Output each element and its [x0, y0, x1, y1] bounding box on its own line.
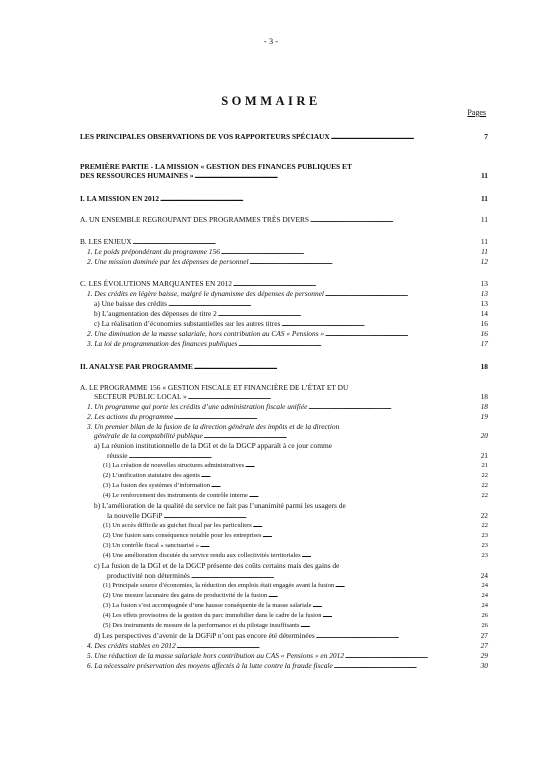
- toc-entry-text-line1: a) La réunion institutionnelle de la DGI et de la DGCP apparaît à ce jour comme: [94, 441, 332, 450]
- toc-entry-text: réussie: [107, 451, 128, 460]
- toc-entry[interactable]: [87, 402, 488, 411]
- toc-entry-page: 23: [481, 542, 488, 549]
- toc-entry-page: 17: [480, 339, 488, 348]
- toc-entry-text: 6. La nécessaire préservation des moyens affectés à la lutte contre la fraude fiscale: [87, 661, 333, 670]
- toc-entry-text: (1) Principale source d’économies, la réduction des emplois était engagée avant la fusion: [103, 582, 335, 589]
- toc-entry-page: 20: [480, 431, 488, 440]
- toc-entry[interactable]: [103, 471, 488, 480]
- toc-entry[interactable]: [94, 319, 488, 328]
- toc-entry-text: SECTEUR PUBLIC LOCAL »: [94, 392, 187, 401]
- toc-entry-text: LES PRINCIPALES OBSERVATIONS DE VOS RAPPORTEURS SPÉCIAUX: [80, 132, 330, 141]
- toc-entry[interactable]: [94, 631, 488, 640]
- toc-entry-page: 21: [480, 451, 488, 460]
- toc-entry-page: 18: [480, 392, 488, 401]
- toc-entry-text: C. LES ÉVOLUTIONS MARQUANTES EN 2012: [80, 279, 232, 288]
- toc-entry-text: c) La réalisation d’économies substantielles sur les autres titres: [94, 319, 281, 328]
- toc-entry[interactable]: [87, 247, 488, 256]
- toc-entry-page: 24: [480, 571, 488, 580]
- toc-entry-page: 26: [481, 612, 488, 619]
- toc-entry-page: 11: [481, 247, 488, 256]
- toc-entry-text: (2) L’unification statutaire des agents: [103, 472, 200, 479]
- toc-entry-text: II. ANALYSE PAR PROGRAMME: [80, 362, 193, 371]
- toc-entry[interactable]: [87, 651, 488, 660]
- toc-entry-page: 24: [481, 582, 488, 589]
- toc-entry[interactable]: [94, 299, 488, 308]
- page-number: - 3 -: [263, 36, 279, 46]
- toc-entry-page: 22: [481, 472, 488, 479]
- toc-entry-page: 18: [480, 362, 488, 371]
- toc-entry-text: 1. Des crédits en légère baisse, malgré le dynamisme des dépenses de personnel: [87, 289, 324, 298]
- toc-entry-text: (3) La fusion des systèmes d’information: [103, 482, 211, 489]
- toc-entry[interactable]: [87, 329, 488, 338]
- toc-entry-text: DES RESSOURCES HUMAINES »: [80, 171, 194, 180]
- toc-entry[interactable]: [80, 194, 488, 203]
- toc-entry[interactable]: [80, 132, 488, 141]
- toc-entry[interactable]: [87, 641, 488, 650]
- toc-entry[interactable]: [103, 601, 488, 610]
- toc-entry-text: générale de la comptabilité publique: [94, 431, 203, 440]
- toc-entry-page: 13: [480, 289, 488, 298]
- toc-entry[interactable]: [94, 392, 488, 401]
- toc-entry-page: 24: [481, 602, 488, 609]
- toc-entry-page: 19: [480, 412, 488, 421]
- toc-entry-page: 13: [480, 299, 488, 308]
- toc-entry[interactable]: [94, 431, 488, 440]
- toc-entry-text: 2. Une diminution de la masse salariale, hors contribution au CAS « Pensions »: [87, 329, 325, 338]
- pages-column-header: Pages: [467, 108, 486, 117]
- toc-entry[interactable]: [103, 621, 488, 630]
- toc-entry-text: la nouvelle DGFiP: [107, 511, 163, 520]
- toc-entry-page: 11: [480, 237, 488, 246]
- page-title: SOMMAIRE: [221, 94, 321, 108]
- toc-entry[interactable]: [94, 309, 488, 318]
- toc-entry-text: 1. Le poids prépondérant du programme 156: [87, 247, 220, 256]
- toc-entry-text-line1: b) L’amélioration de la qualité du service ne fait pas l’unanimité parmi les usagers de: [94, 501, 346, 510]
- toc-entry[interactable]: [103, 581, 488, 590]
- toc-entry-page: 13: [480, 279, 488, 288]
- toc-entry[interactable]: [87, 339, 488, 348]
- toc-entry[interactable]: [87, 289, 488, 298]
- toc-entry-text: 1. Un programme qui porte les crédits d’une administration fiscale unifiée: [87, 402, 308, 411]
- toc-entry-text: (4) Le renforcement des instruments de contrôle interne: [103, 492, 248, 499]
- toc-entry-page: 30: [480, 661, 488, 670]
- toc-entry[interactable]: [103, 591, 488, 600]
- toc-entry-text: (2) Une mesure lacunaire des gains de productivité de la fusion: [103, 592, 268, 599]
- toc-entry-text-line1: 3. Un premier bilan de la fusion de la direction générale des impôts et de la direction: [87, 422, 340, 431]
- toc-entry-page: 22: [481, 522, 488, 529]
- toc-entry-page: 12: [480, 257, 488, 266]
- toc-entry[interactable]: [80, 362, 488, 371]
- toc-entry-page: 27: [480, 631, 488, 640]
- toc-entry-page: 22: [481, 482, 488, 489]
- toc-entry-text: d) Les perspectives d’avenir de la DGFiP n’ont pas encore été déterminées: [94, 631, 315, 640]
- toc-entry[interactable]: [80, 279, 488, 288]
- toc-entry[interactable]: [107, 451, 488, 460]
- toc-entry[interactable]: [107, 571, 488, 580]
- toc-entry[interactable]: [103, 611, 488, 620]
- toc-entry-text: 4. Des crédits stables en 2012: [87, 641, 176, 650]
- toc-entry[interactable]: [80, 237, 488, 246]
- toc-entry-text: 5. Une réduction de la masse salariale hors contribution au CAS « Pensions » en 2012: [87, 651, 345, 660]
- toc-entry-page: 11: [480, 215, 488, 224]
- toc-entry-text: b) L’augmentation des dépenses de titre 2: [94, 309, 217, 318]
- toc-entry-page: 18: [480, 402, 488, 411]
- toc-entry-text: A. UN ENSEMBLE REGROUPANT DES PROGRAMMES TRÈS DIVERS: [80, 215, 310, 224]
- toc-entry-page: 24: [481, 592, 488, 599]
- toc-entry-text: (1) La création de nouvelles structures administratives: [103, 462, 245, 469]
- toc-entry-text: (4) Une amélioration discutée du service rendu aux collectivités territoriales: [103, 552, 301, 559]
- toc-entry[interactable]: [103, 491, 488, 500]
- toc-entry-page: 16: [480, 319, 488, 328]
- toc-entry-page: 23: [481, 532, 488, 539]
- toc-entry-page: 14: [480, 309, 488, 318]
- toc-entry[interactable]: [80, 215, 488, 224]
- toc-entry-text: (1) Un accès difficile au guichet fiscal par les particuliers: [103, 522, 252, 529]
- toc-entry-text: B. LES ENJEUX: [80, 237, 132, 246]
- toc-entry-text: (3) Un contrôle fiscal « sanctuarisé »: [103, 542, 200, 549]
- toc-entry-text: (4) Les effets provisoires de la gestion du parc immobilier dans le cadre de la fusion: [103, 612, 322, 619]
- toc-entry-text-line1: A. LE PROGRAMME 156 « GESTION FISCALE ET FINANCIÈRE DE L’ÉTAT ET DU: [80, 383, 349, 392]
- toc-entry-page: 23: [481, 552, 488, 559]
- toc-entry[interactable]: [103, 481, 488, 490]
- toc-entry-page: 22: [481, 492, 488, 499]
- toc-entry[interactable]: [103, 541, 488, 550]
- toc-entry-text: (5) Des instruments de mesure de la performance et du pilotage insuffisants: [103, 622, 300, 629]
- toc-entry[interactable]: [80, 171, 488, 180]
- toc-entry[interactable]: [87, 257, 488, 266]
- toc-entry[interactable]: [87, 661, 488, 670]
- toc-entry-page: 11: [481, 171, 488, 180]
- toc-entry-text: 2. Les actions du programme: [87, 412, 174, 421]
- toc-entry-text: 2. Une mission dominée par les dépenses de personnel: [87, 257, 249, 266]
- toc-entry-text: productivité non déterminés: [107, 571, 190, 580]
- toc-entry-page: 26: [481, 622, 488, 629]
- toc-entry-page: 27: [480, 641, 488, 650]
- toc-entry-text-line1: c) La fusion de la DGI et de la DGCP présente des coûts certains mais des gains de: [94, 561, 340, 570]
- toc-entry[interactable]: [103, 531, 488, 540]
- toc-entry-page: 16: [480, 329, 488, 338]
- toc-entry-text: I. LA MISSION EN 2012: [80, 194, 160, 203]
- toc-entry-text: (3) La fusion s’est accompagnée d’une hausse conséquente de la masse salariale: [103, 602, 312, 609]
- toc-entry-page: 7: [484, 132, 488, 141]
- toc-entry-text-line1: PREMIÈRE PARTIE - LA MISSION « GESTION DES FINANCES PUBLIQUES ET: [80, 162, 352, 171]
- toc-entry[interactable]: [103, 521, 488, 530]
- toc-entry[interactable]: [103, 551, 488, 560]
- toc-entry-page: 11: [481, 194, 488, 203]
- toc-entry-page: 29: [480, 651, 488, 660]
- toc-entry-page: 21: [481, 462, 488, 469]
- toc-entry-text: a) Une baisse des crédits: [94, 299, 168, 308]
- toc-entry-page: 22: [480, 511, 488, 520]
- toc-entry[interactable]: [107, 511, 488, 520]
- toc-entry-text: 3. La loi de programmation des finances publiques: [87, 339, 238, 348]
- toc-entry-text: (2) Une fusion sans conséquence notable pour les entreprises: [103, 532, 262, 539]
- toc-entry[interactable]: [87, 412, 488, 421]
- toc-entry[interactable]: [103, 461, 488, 470]
